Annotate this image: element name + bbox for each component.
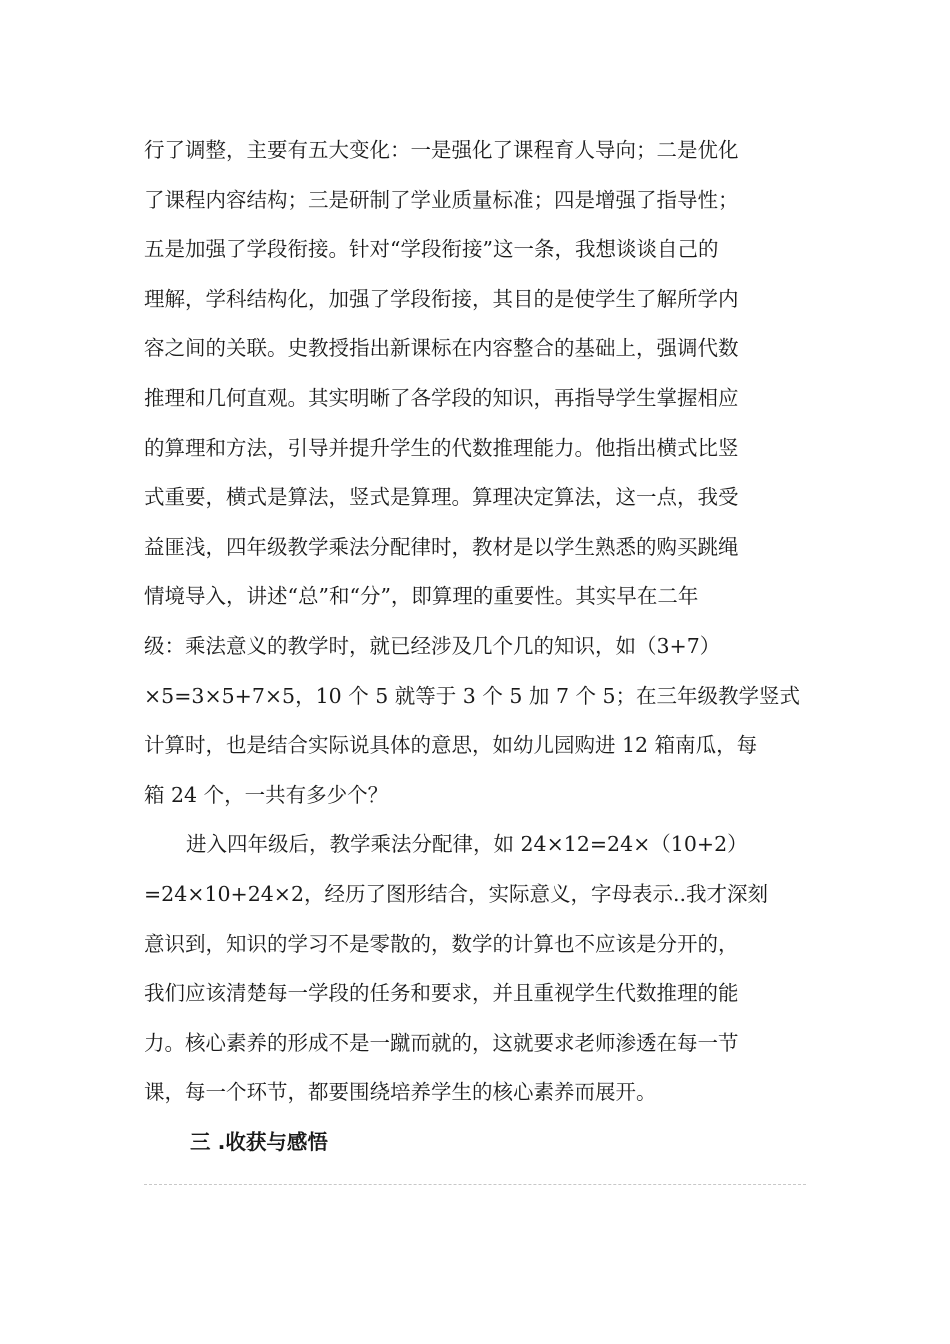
text-line: 箱 24 个，一共有多少个？ xyxy=(144,782,389,807)
text-line: 力。核心素养的形成不是一蹴而就的，这就要求老师渗透在每一节 xyxy=(144,1030,739,1055)
paragraph-1 xyxy=(144,126,806,820)
paragraph-2 xyxy=(144,820,806,1118)
document-body xyxy=(144,126,806,1167)
text-line: 我们应该清楚每一学段的任务和要求，并且重视学生代数推理的能 xyxy=(144,981,739,1006)
text-line: 行了调整，主要有五大变化：一是强化了课程育人导向；二是优化 xyxy=(144,138,739,162)
text-line: 进入四年级后，教学乘法分配律，如 24×12=24×（10+2） xyxy=(186,832,748,857)
text-line: 意识到，知识的学习不是零散的，数学的计算也不应该是分开的， xyxy=(144,931,739,956)
text-line: 计算时，也是结合实际说具体的意思，如幼儿园购进 12 箱南瓜，每 xyxy=(144,733,758,758)
text-line: 课，每一个环节，都要围绕培养学生的核心素养而展开。 xyxy=(144,1080,657,1105)
page-bottom-divider xyxy=(144,1184,806,1185)
text-line: 情境导入，讲述“总”和“分”，即算理的重要性。其实早在二年 xyxy=(144,584,699,609)
text-line: 了课程内容结构；三是研制了学业质量标准；四是增强了指导性； xyxy=(144,187,739,212)
text-line: 的算理和方法，引导并提升学生的代数推理能力。他指出横式比竖 xyxy=(144,435,739,460)
text-line: 益匪浅，四年级教学乘法分配律时，教材是以学生熟悉的购买跳绳 xyxy=(144,534,739,559)
text-line: =24×10+24×2，经历了图形结合，实际意义，字母表示..我才深刻 xyxy=(144,881,769,906)
text-line: 五是加强了学段衔接。针对“学段衔接”这一条，我想谈谈自己的 xyxy=(144,237,719,262)
text-line: 推理和几何直观。其实明晰了各学段的知识，再指导学生掌握相应 xyxy=(144,385,739,410)
text-line: 容之间的关联。史教授指出新课标在内容整合的基础上，强调代数 xyxy=(144,336,739,361)
text-line: 级：乘法意义的教学时，就已经涉及几个几的知识，如（3+7） xyxy=(144,633,721,658)
section-heading: 三 .收获与感悟 xyxy=(190,1129,328,1154)
text-line: 理解，学科结构化，加强了学段衔接，其目的是使学生了解所学内 xyxy=(144,286,739,311)
text-line: 式重要，横式是算法，竖式是算理。算理决定算法，这一点，我受 xyxy=(144,485,739,510)
text-line: ×5=3×5+7×5，10 个 5 就等于 3 个 5 加 7 个 5；在三年级教学竖式 xyxy=(144,683,801,708)
